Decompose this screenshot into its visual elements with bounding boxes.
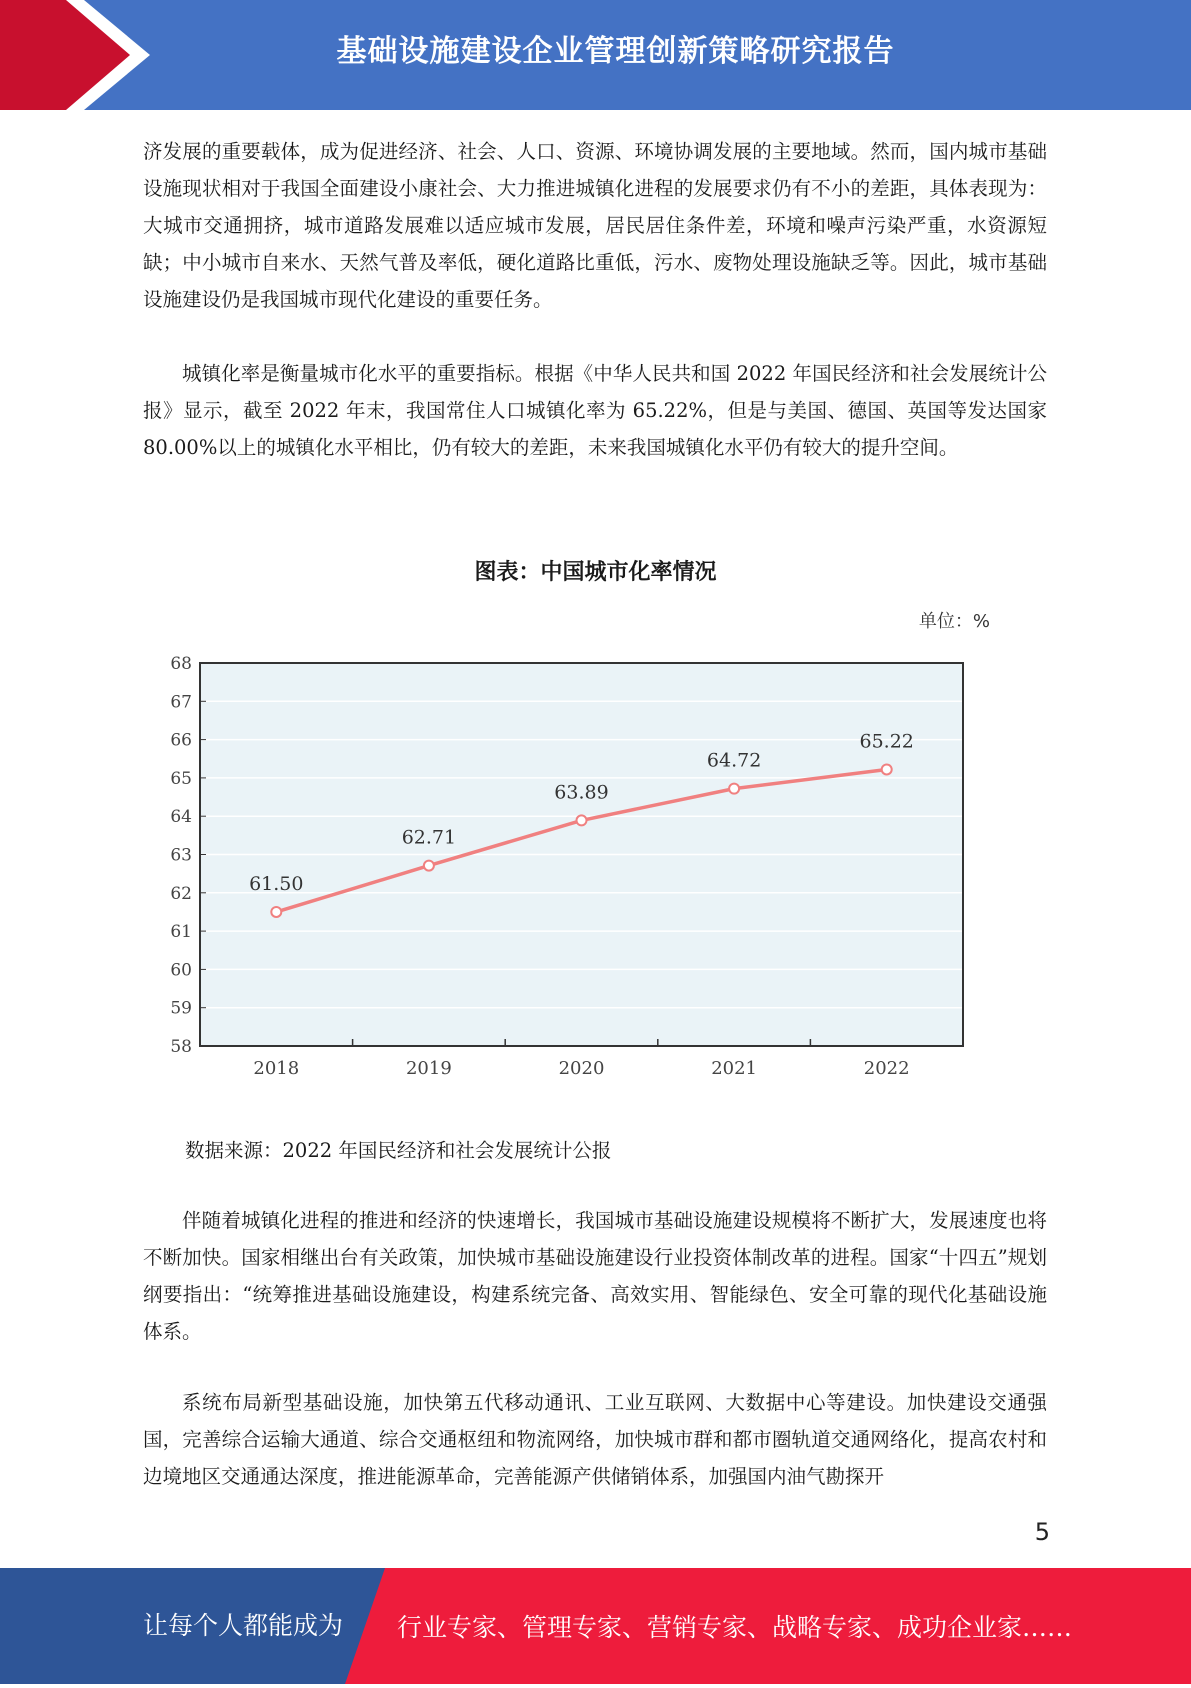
y-tick-label: 66 bbox=[170, 730, 192, 751]
x-tick-label: 2020 bbox=[558, 1058, 605, 1079]
body-paragraph-2: 城镇化率是衡量城市化水平的重要指标。根据《中华人民共和国 2022 年国民经济和社会发展统计公报》显示，截至 2022 年末，我国常住人口城镇化率为 65.22%，但是与美国、德国、英国等发达国家 80.00%以上的城镇化水平相比，仍有较大的差距，未来我国城镇化水平仍有较大的提升空间。 bbox=[143, 362, 1047, 459]
y-tick-label: 62 bbox=[170, 883, 192, 904]
body-paragraph-3: 伴随着城镇化进程的推进和经济的快速增长，我国城市基础设施建设规模将不断扩大，发展速度也将不断加快。国家相继出台有关政策，加快城市基础设施建设行业投资体制改革的进程。国家“十四五”规划纲要指出：“统筹推进基础设施建设，构建系统完备、高效实用、智能绿色、安全可靠的现代化基础设施体系。 bbox=[143, 1209, 1047, 1343]
data-source-note: 数据来源：2022 年国民经济和社会发展统计公报 bbox=[185, 1139, 612, 1162]
page-header bbox=[0, 0, 1191, 110]
y-tick-label: 60 bbox=[170, 960, 192, 981]
data-label: 64.72 bbox=[706, 749, 762, 772]
data-point bbox=[577, 815, 587, 825]
data-point bbox=[424, 861, 434, 871]
x-tick-label: 2018 bbox=[253, 1058, 300, 1079]
data-point bbox=[882, 764, 892, 774]
data-point bbox=[271, 907, 281, 917]
page-footer bbox=[0, 1568, 1191, 1684]
data-label: 63.89 bbox=[554, 781, 609, 804]
y-tick-label: 58 bbox=[170, 1037, 192, 1057]
body-paragraph-4: 系统布局新型基础设施，加快第五代移动通讯、工业互联网、大数据中心等建设。加快建设交通强国，完善综合运输大通道、综合交通枢纽和物流网络，加快城市群和都市圈轨道交通网络化，提高农村和边境地区交通通达深度，推进能源革命，完善能源产供储销体系，加强国内油气勘探开 bbox=[143, 1391, 1047, 1488]
y-tick-label: 68 bbox=[170, 654, 192, 674]
data-point bbox=[729, 784, 739, 794]
footer-slogan-left: 让每个人都能成为 bbox=[143, 1611, 344, 1640]
y-tick-label: 59 bbox=[170, 998, 192, 1019]
x-tick-label: 2022 bbox=[863, 1058, 910, 1079]
data-label: 62.71 bbox=[401, 826, 457, 849]
y-tick-label: 65 bbox=[170, 768, 192, 789]
y-tick-label: 64 bbox=[170, 807, 192, 828]
y-tick-label: 61 bbox=[170, 922, 192, 943]
footer-slogan-right: 行业专家、管理专家、营销专家、战略专家、成功企业家…… bbox=[397, 1613, 1073, 1642]
body-paragraph-1: 济发展的重要载体，成为促进经济、社会、人口、资源、环境协调发展的主要地域。然而，国内城市基础设施现状相对于我国全面建设小康社会、大力推进城镇化进程的发展要求仍有不小的差距，具体表现为：大城市交通拥挤，城市道路发展难以适应城市发展，居民居住条件差，环境和噪声污染严重，水资源短缺；中小城市自来水、天然气普及率低，硬化道路比重低，污水、废物处理设施缺乏等。因此，城市基础设施建设仍是我国城市现代化建设的重要任务。 bbox=[143, 140, 1047, 311]
chart-unit-label: 单位：% bbox=[918, 611, 990, 632]
y-tick-label: 67 bbox=[170, 692, 192, 713]
page-number: 5 bbox=[1034, 1518, 1050, 1546]
chart-title: 图表：中国城市化率情况 bbox=[474, 560, 717, 585]
data-label: 61.50 bbox=[249, 872, 304, 895]
x-tick-label: 2019 bbox=[405, 1058, 452, 1079]
report-title: 基础设施建设企业管理创新策略研究报告 bbox=[336, 34, 895, 69]
data-label: 65.22 bbox=[859, 730, 914, 753]
y-tick-label: 63 bbox=[170, 845, 192, 866]
x-tick-label: 2021 bbox=[711, 1058, 758, 1079]
urbanization-line-chart bbox=[140, 640, 1000, 1090]
